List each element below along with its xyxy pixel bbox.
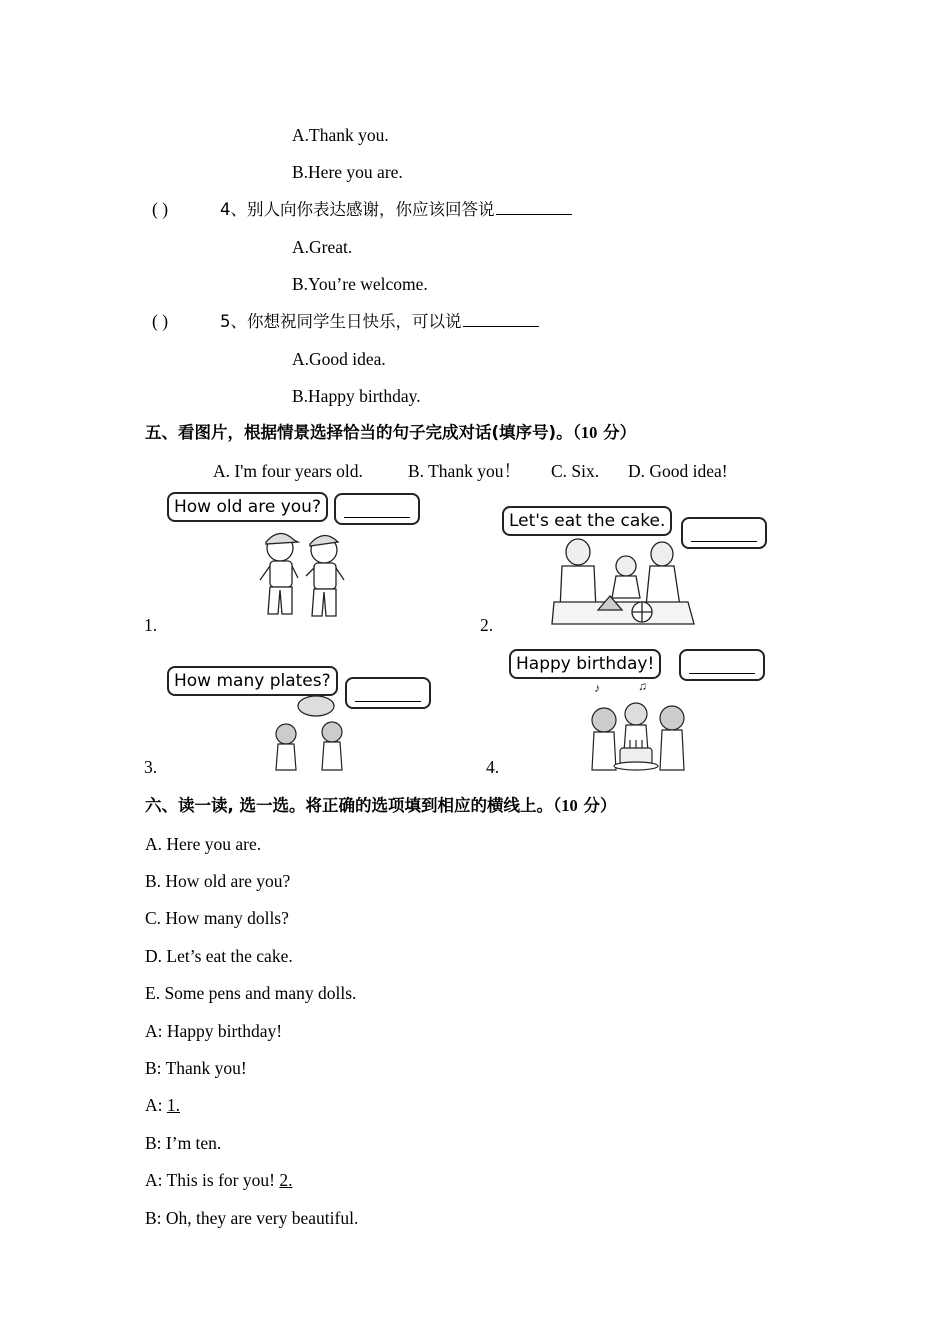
answer-bubble-4[interactable] [679,649,765,681]
birthday-party-icon [586,679,692,772]
dialog-line-3: A: 1. [145,1095,180,1115]
dialog-line-5: A: This is for you! 2. [145,1170,293,1190]
section6-option-b: B. How old are you? [145,871,291,891]
picture-4-number: 4. [486,757,500,777]
svg-text:♫: ♫ [638,679,647,693]
q5-answer-blank[interactable] [463,310,539,327]
dialog-blank-2[interactable]: 2. [279,1170,293,1190]
q4-answer-blank[interactable] [496,198,572,215]
answer-bubble-3[interactable] [345,677,431,709]
section6-option-c: C. How many dolls? [145,908,289,928]
q5-option-b: B.Happy birthday. [292,386,421,406]
kids-plates-icon [270,694,350,772]
speech-bubble-1: How old are you? [167,492,328,522]
section6-option-a: A. Here you are. [145,834,262,854]
q4-option-a: A.Great. [292,237,353,257]
section6-title: 六、读一读, 选一选。将正确的选项填到相应的横线上。（10 分） [145,796,617,815]
speech-bubble-2: Let's eat the cake. [502,506,672,536]
section5-option-b: B. Thank you！ [408,461,521,481]
dialog-line-6: B: Oh, they are very beautiful. [145,1208,359,1228]
q5-question: 5、你想祝同学生日快乐，可以说 [220,310,539,333]
answer-bubble-1[interactable] [334,493,420,525]
dialog-blank-1[interactable]: 1. [166,1095,180,1115]
speech-bubble-3: How many plates? [167,666,338,696]
q5-option-a: A.Good idea. [292,349,386,369]
picture-3-number: 3. [144,757,158,777]
section5-title: 五、看图片，根据情景选择恰当的句子完成对话(填序号)。（10 分） [145,423,637,442]
dialog-line-1: A: Happy birthday! [145,1021,283,1041]
svg-text:♪: ♪ [594,681,600,695]
section6-option-d: D. Let’s eat the cake. [145,946,293,966]
section5-option-d: D. Good idea! [628,461,728,481]
q4-question: 4、别人向你表达感谢，你应该回答说 [220,198,572,221]
q4-answer-paren[interactable]: ( ) [152,199,169,219]
speech-bubble-4: Happy birthday! [509,649,661,679]
dialog-line-2: B: Thank you! [145,1058,247,1078]
picture-1-number: 1. [144,615,158,635]
q4-option-b: B.You’re welcome. [292,274,428,294]
two-kids-icon [252,524,352,626]
family-cake-icon [548,536,694,628]
section5-option-c: C. Six. [551,461,600,481]
q3-option-a: A.Thank you. [292,125,389,145]
picture-2-number: 2. [480,615,494,635]
section5-option-a: A. I'm four years old. [213,461,363,481]
section6-option-e: E. Some pens and many dolls. [145,983,357,1003]
q5-answer-paren[interactable]: ( ) [152,311,169,331]
dialog-line-4: B: I’m ten. [145,1133,222,1153]
q3-option-b: B.Here you are. [292,162,403,182]
